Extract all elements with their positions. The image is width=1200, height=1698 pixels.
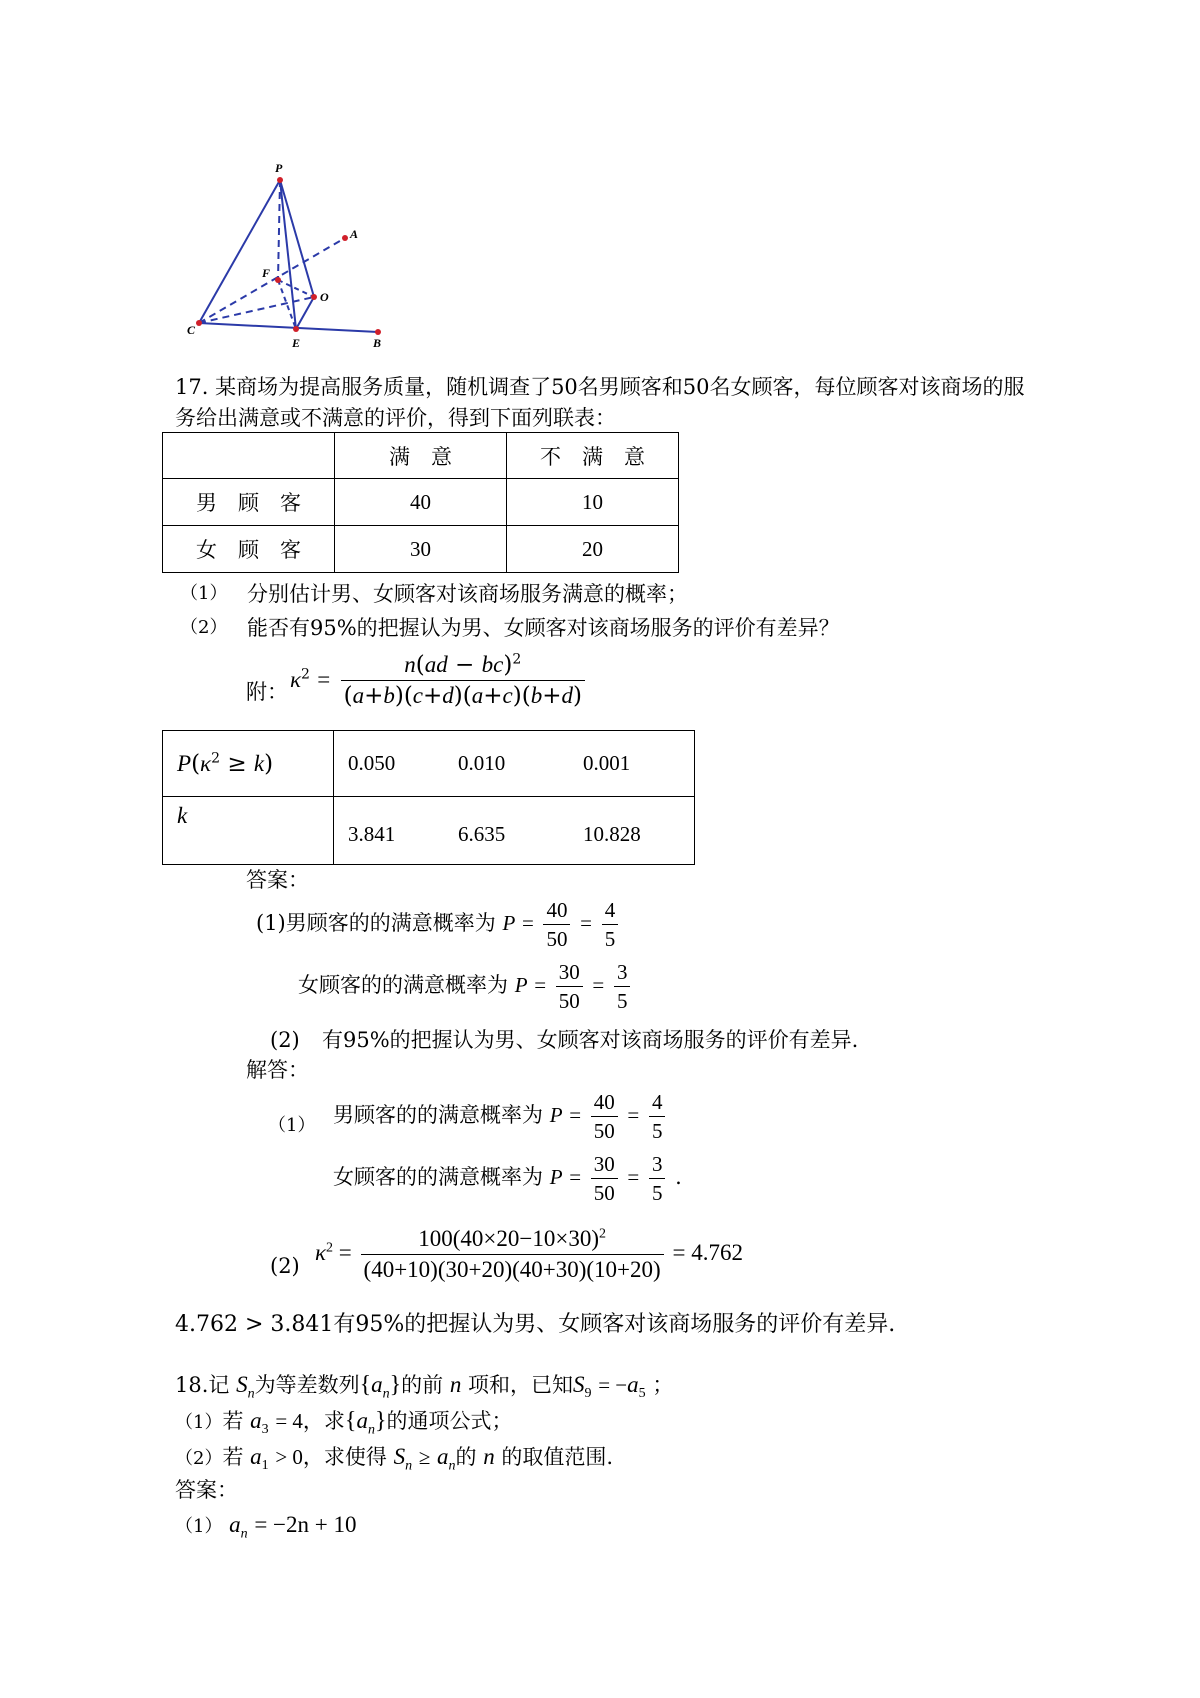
sol-male-num: 40 bbox=[593, 1090, 615, 1114]
point-p bbox=[277, 177, 283, 183]
label-b: B bbox=[373, 336, 382, 350]
q18-part1: （1）若 $a_3 = 4$，求$\{a_n\}$的通项公式； bbox=[175, 1408, 513, 1438]
q18-part1-num: （1） bbox=[175, 1412, 223, 1433]
q18-answer-1: （1） $a_n = -2n + 10$ bbox=[175, 1512, 357, 1542]
prob-header-cell: $P(\kappa^2 \ge k)$ bbox=[163, 731, 334, 797]
sol-female-snum: 3 bbox=[651, 1152, 663, 1176]
q18-part2-text-1: 若 bbox=[222, 1445, 244, 1469]
q17-intro-line1: 17. 某商场为提高服务质量，随机调查了50名男顾客和50名女顾客，每位顾客对该商场的服 bbox=[175, 375, 1025, 399]
solution-conclusion: 4.762 > 3.841有95%的把握认为男、女顾客对该商场服务的评价有差异. bbox=[175, 1312, 896, 1337]
edge-eo bbox=[296, 297, 314, 329]
sol-female-sden: 5 bbox=[649, 1178, 666, 1205]
edge-po bbox=[280, 180, 314, 297]
label-a: A bbox=[350, 227, 359, 241]
point-f bbox=[275, 277, 281, 283]
k2-value: 4.762 bbox=[691, 1240, 743, 1266]
q18-part1-text-3: 的通项公式； bbox=[386, 1409, 513, 1433]
q18-part2-text-3: 的 bbox=[455, 1445, 477, 1469]
point-c bbox=[196, 320, 202, 326]
q18-text-2: 为等差数列 bbox=[254, 1373, 360, 1397]
k2-denominator: (40+10)(30+20)(40+30)(10+20) bbox=[361, 1254, 664, 1283]
answer-female-line: 女顾客的的满意概率为 P = $\frac{30}{50}$ = $\frac{3}{5}$ bbox=[298, 960, 633, 1013]
solution-male-text: 男顾客的的满意概率为 bbox=[333, 1103, 543, 1128]
row-label-female: 女 顾 客 bbox=[163, 526, 335, 573]
solution-male-line: 男顾客的的满意概率为 P = $\frac{40}{50}$ = $\frac{4}{5}$ bbox=[333, 1090, 668, 1143]
probability-table bbox=[162, 730, 695, 865]
sol-female-den: 50 bbox=[591, 1178, 618, 1205]
k-squared-formula: $\kappa^2$ = $\frac{n(ad - bc)^2}{(a+b)(c+d)(a+c)(b+d)}$ bbox=[290, 652, 588, 710]
q17-intro-line2: 务给出满意或不满意的评价，得到下面列联表： bbox=[175, 406, 616, 430]
ans-male-den: 50 bbox=[543, 924, 570, 951]
solution-label: 解答： bbox=[246, 1058, 309, 1082]
answer-label: 答案： bbox=[246, 868, 309, 892]
answer-female-text: 女顾客的的满意概率为 bbox=[298, 973, 508, 998]
q18-part1-text-2: ，求 bbox=[302, 1409, 345, 1433]
answer-part2-text: 有95%的把握认为男、女顾客对该商场服务的评价有差异. bbox=[322, 1028, 859, 1052]
solution-part2-num: (2) bbox=[270, 1254, 300, 1278]
q17-part1-num: （1） bbox=[180, 583, 228, 604]
q18-part1-text-1: 若 bbox=[222, 1409, 244, 1433]
k-value-3841: 3.841 bbox=[348, 822, 396, 846]
answer-part1-num: (1) bbox=[256, 911, 286, 936]
q18-part2-num: （2） bbox=[175, 1448, 223, 1469]
ans-male-num: 40 bbox=[546, 898, 568, 922]
solution-female-line: 女顾客的的满意概率为 P = $\frac{30}{50}$ = $\frac{3}{5}$ . bbox=[333, 1152, 682, 1206]
k-values-cell bbox=[334, 797, 695, 865]
q18-text-4: 项和，已知 bbox=[468, 1373, 574, 1397]
q17-part2-text: 能否有95%的把握认为男、女顾客对该商场服务的评价有差异？ bbox=[247, 616, 840, 640]
edge-ca bbox=[199, 238, 345, 323]
cell-female-unsatisfied: 20 bbox=[507, 526, 679, 573]
sol-male-den: 50 bbox=[591, 1116, 618, 1143]
row-label-male: 男 顾 客 bbox=[163, 479, 335, 526]
q18-part2-text-4: 的取值范围. bbox=[501, 1445, 614, 1469]
edge-pf bbox=[278, 180, 280, 280]
cell-male-unsatisfied: 10 bbox=[507, 479, 679, 526]
q18-answer-label: 答案： bbox=[175, 1478, 238, 1502]
q18-text-3: 的前 bbox=[401, 1373, 444, 1397]
cell-male-satisfied: 40 bbox=[335, 479, 507, 526]
sol-male-sden: 5 bbox=[649, 1116, 666, 1143]
point-b bbox=[375, 329, 381, 335]
ans-female-sden: 5 bbox=[614, 986, 631, 1013]
answer-part2-num: (2) bbox=[270, 1028, 300, 1052]
table-header-blank bbox=[163, 433, 335, 479]
ans-female-den: 50 bbox=[556, 986, 583, 1013]
ans-female-snum: 3 bbox=[616, 960, 628, 984]
point-o bbox=[311, 294, 317, 300]
label-p: P bbox=[275, 161, 283, 175]
label-f: F bbox=[262, 266, 271, 280]
point-e bbox=[293, 326, 299, 332]
q18-answer-1-num: （1） bbox=[175, 1516, 223, 1537]
label-o: O bbox=[320, 290, 329, 304]
q18-num: 18. bbox=[175, 1373, 209, 1397]
edge-ceb bbox=[199, 323, 378, 332]
point-a bbox=[342, 235, 348, 241]
q17-part1-text: 分别估计男、女顾客对该商场服务满意的概率； bbox=[247, 582, 688, 606]
solution-female-text: 女顾客的的满意概率为 bbox=[333, 1165, 543, 1190]
q17-part2-num: （2） bbox=[180, 617, 228, 638]
table-row bbox=[163, 526, 679, 573]
q18-part2: （2）若 $a_1 > 0$，求使得 $S_n \ge a_n$的 n 的取值范围. bbox=[175, 1444, 614, 1474]
k2-numerator: 100(40×20−10×30) bbox=[418, 1226, 599, 1251]
contingency-table bbox=[162, 432, 679, 573]
edge-fo bbox=[278, 280, 314, 297]
ans-female-num: 30 bbox=[558, 960, 580, 984]
sol-male-snum: 4 bbox=[651, 1090, 663, 1114]
sol-female-num: 30 bbox=[593, 1152, 615, 1176]
ans-male-sden: 5 bbox=[602, 924, 619, 951]
prob-value-0001: 0.001 bbox=[583, 751, 631, 775]
edge-pc bbox=[199, 180, 280, 323]
q18-answer-1-rhs: = −2n + 10 bbox=[254, 1512, 357, 1537]
label-c: C bbox=[187, 323, 196, 337]
q18-text-1: 记 bbox=[208, 1373, 230, 1397]
cell-female-satisfied: 30 bbox=[335, 526, 507, 573]
prob-value-0050: 0.050 bbox=[348, 751, 396, 775]
k-value-10828: 10.828 bbox=[583, 822, 641, 846]
answer-male-text: 男顾客的的满意概率为 bbox=[285, 911, 496, 936]
table-header-satisfied: 满 意 bbox=[335, 433, 507, 479]
prob-values-cell bbox=[334, 731, 695, 797]
solution-part1-num: （1） bbox=[268, 1115, 316, 1136]
label-e: E bbox=[292, 336, 301, 350]
solution-k2-formula: $\kappa^2$ = $\frac{100(40\times 20-10\times 30)^2}{(40+10)(30+20)(40+30)(10+20)}$ = 4.762 bbox=[315, 1226, 743, 1283]
table-header-unsatisfied: 不 满 意 bbox=[507, 433, 679, 479]
q18-part2-text-2: ，求使得 bbox=[302, 1445, 387, 1469]
k-value-6635: 6.635 bbox=[458, 822, 506, 846]
prob-value-0010: 0.010 bbox=[458, 751, 506, 775]
answer-male-line: (1)男顾客的的满意概率为 P = $\frac{40}{50}$ = $\frac{4}{5}$ bbox=[256, 898, 621, 951]
k-header-cell: k bbox=[163, 797, 334, 865]
q18-statement: 18.记 $S_n$为等差数列$\{a_n\}$的前 n 项和，已知$S_9 = -a_5$ ； bbox=[175, 1372, 674, 1402]
pyramid-figure bbox=[180, 160, 400, 350]
ans-male-snum: 4 bbox=[604, 898, 616, 922]
table-row bbox=[163, 479, 679, 526]
appendix-label: 附： bbox=[246, 680, 288, 704]
edge-co bbox=[199, 297, 314, 323]
